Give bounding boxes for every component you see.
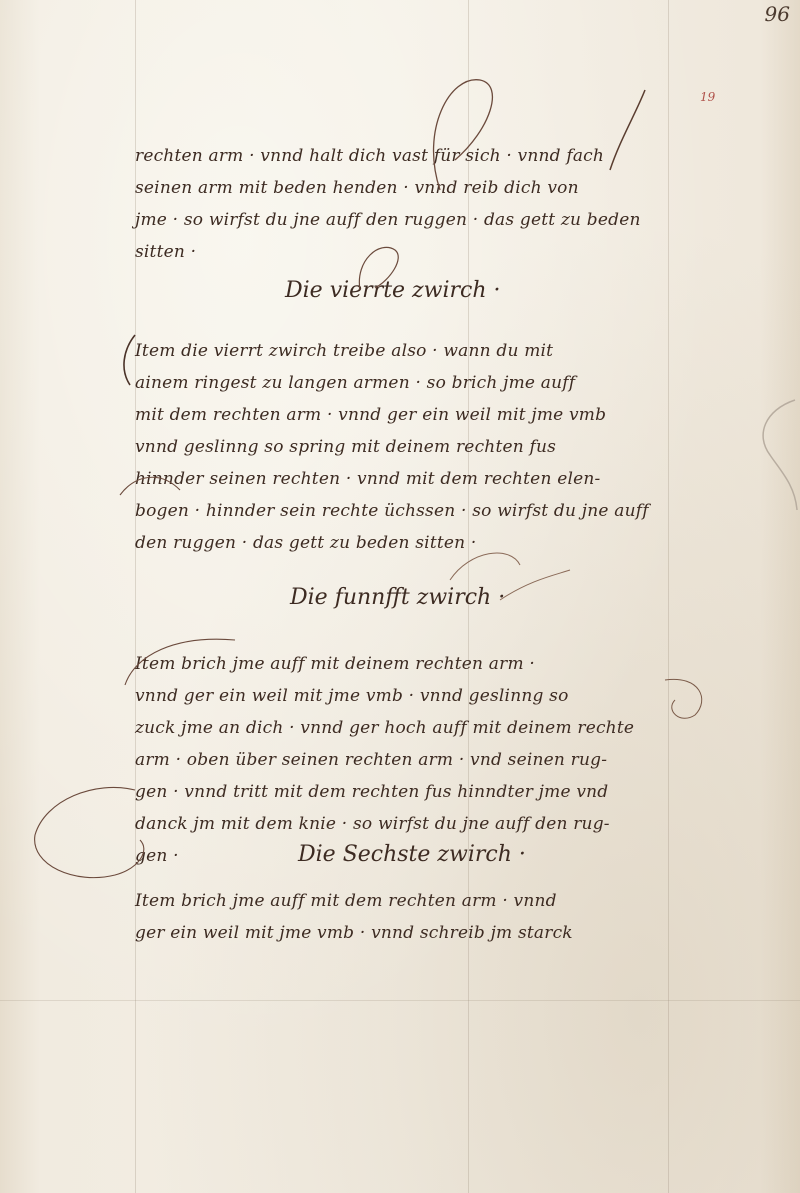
folio-number: 96 bbox=[764, 2, 790, 26]
text-line: hinnder seinen rechten · vnnd mit dem rechten elen- bbox=[135, 469, 601, 489]
text-line: sitten · bbox=[135, 242, 197, 262]
text-line: vnnd ger ein weil mit jme vmb · vnnd geslinng so bbox=[135, 686, 569, 706]
text-line: bogen · hinnder sein rechte üchssen · so wirfst du jne auff bbox=[135, 501, 649, 521]
text-line: ainem ringest zu langen armen · so brich jme auff bbox=[135, 373, 576, 393]
text-line: jme · so wirfst du jne auff den ruggen · das gett zu beden bbox=[135, 210, 641, 230]
section-heading-sechste: Die Sechste zwirch · bbox=[298, 842, 526, 867]
text-block-sechste bbox=[135, 885, 665, 949]
text-line: vnnd geslinng so spring mit deinem rechten fus bbox=[135, 437, 557, 457]
stroke-flourish-icon bbox=[600, 85, 660, 175]
text-line: ger ein weil mit jme vmb · vnnd schreib jm starck bbox=[135, 923, 573, 943]
page-edge-clip-icon bbox=[755, 395, 800, 515]
ascender-flourish-icon bbox=[410, 70, 510, 200]
text-line: arm · oben über seinen rechten arm · vnd seinen rug- bbox=[135, 750, 608, 770]
text-line: Item die vierrt zwirch treibe also · wann du mit bbox=[135, 341, 554, 361]
text-line: rechten arm · vnnd halt dich vast für sich · vnnd fach bbox=[135, 146, 605, 166]
text-line: mit dem rechten arm · vnnd ger ein weil mit jme vmb bbox=[135, 405, 607, 425]
text-line: danck jm mit dem knie · so wirfst du jne auff den rug- bbox=[135, 814, 610, 834]
initial-flourish-icon bbox=[115, 330, 155, 390]
left-margin-swirl-icon bbox=[25, 780, 165, 890]
section-heading-funnfft: Die funnfft zwirch · bbox=[290, 585, 506, 610]
marginal-note: 19 bbox=[700, 90, 716, 104]
text-block-vierrte bbox=[135, 335, 665, 559]
text-line: gen · vnnd tritt mit dem rechten fus hinndter jme vnd bbox=[135, 782, 609, 802]
initial-item-flourish-icon bbox=[115, 630, 255, 690]
section-heading-vierrte: Die vierrte zwirch · bbox=[285, 278, 501, 303]
text-line: gen · bbox=[135, 846, 179, 866]
text-line: den ruggen · das gett zu beden sitten · bbox=[135, 533, 477, 553]
ruling-line-right bbox=[668, 0, 669, 1193]
heading-flourish-icon bbox=[350, 240, 410, 300]
text-line: Item brich jme auff mit deinem rechten arm · bbox=[135, 654, 535, 674]
text-line: Item brich jme auff mit dem rechten arm · vnnd bbox=[135, 891, 557, 911]
heading-swash-icon bbox=[430, 540, 580, 620]
margin-loop-icon bbox=[655, 670, 715, 730]
underline-flourish-icon bbox=[115, 465, 185, 505]
text-line: zuck jme an dich · vnnd ger hoch auff mit deinem rechte bbox=[135, 718, 635, 738]
text-line: seinen arm mit beden henden · vnnd reib dich von bbox=[135, 178, 579, 198]
ruling-line-bottom bbox=[0, 1000, 800, 1001]
